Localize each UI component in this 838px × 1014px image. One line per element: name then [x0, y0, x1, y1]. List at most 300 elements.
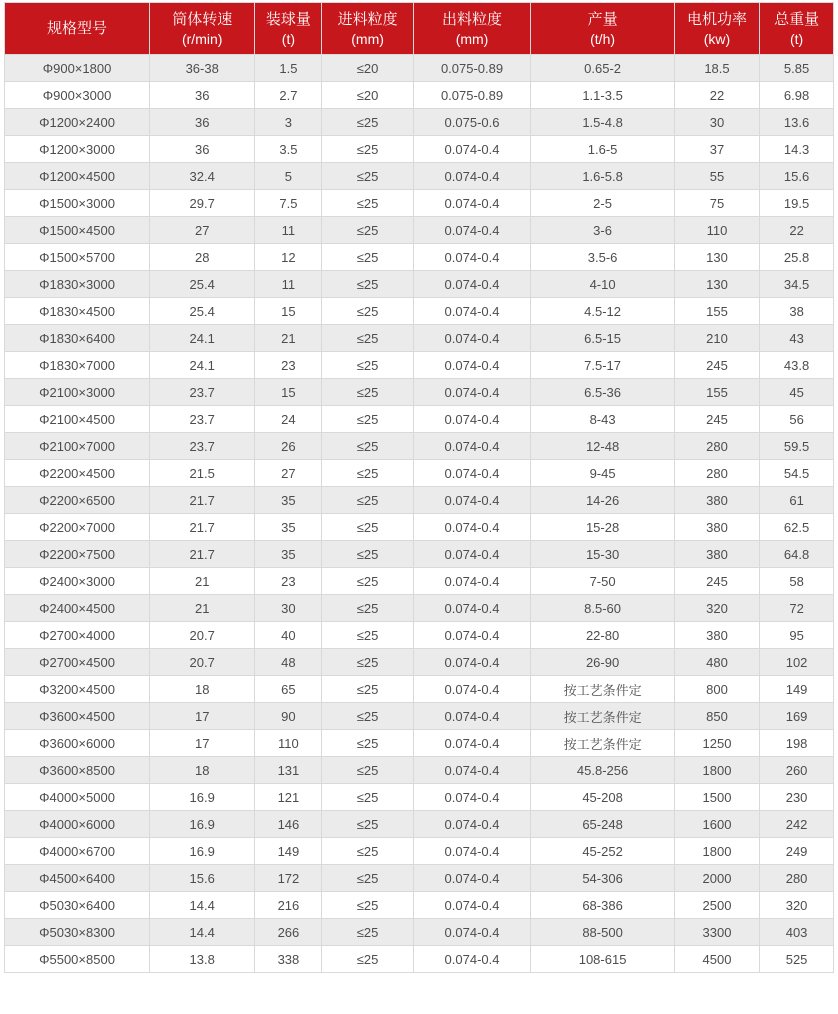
cell-motor-power: 1800: [674, 838, 759, 865]
table-header: [5, 3, 834, 55]
cell-discharge-size: 0.074-0.4: [413, 811, 531, 838]
cell-ball-load: 146: [255, 811, 322, 838]
header-label: 总重量: [774, 10, 820, 28]
cell-model: Φ1500×4500: [5, 217, 150, 244]
cell-model: Φ1500×3000: [5, 190, 150, 217]
cell-model: Φ2100×7000: [5, 433, 150, 460]
cell-motor-power: 110: [674, 217, 759, 244]
cell-ball-load: 110: [255, 730, 322, 757]
cell-capacity: 0.65-2: [531, 55, 674, 82]
cell-motor-power: 1600: [674, 811, 759, 838]
cell-total-weight: 525: [760, 946, 834, 973]
cell-motor-power: 2000: [674, 865, 759, 892]
cell-ball-load: 11: [255, 271, 322, 298]
cell-capacity: 65-248: [531, 811, 674, 838]
header-label: 电机功率: [686, 10, 747, 28]
cell-ball-load: 21: [255, 325, 322, 352]
cell-motor-power: 800: [674, 676, 759, 703]
cell-total-weight: 43: [760, 325, 834, 352]
cell-ball-load: 11: [255, 217, 322, 244]
table-row: [5, 217, 834, 244]
cell-cylinder-speed: 14.4: [150, 919, 255, 946]
cell-discharge-size: 0.074-0.4: [413, 946, 531, 973]
cell-ball-load: 30: [255, 595, 322, 622]
cell-cylinder-speed: 32.4: [150, 163, 255, 190]
cell-feed-size: ≤25: [322, 406, 413, 433]
cell-feed-size: ≤25: [322, 838, 413, 865]
cell-cylinder-speed: 21.7: [150, 514, 255, 541]
cell-ball-load: 266: [255, 919, 322, 946]
cell-discharge-size: 0.074-0.4: [413, 865, 531, 892]
cell-capacity: 45-252: [531, 838, 674, 865]
cell-capacity: 6.5-36: [531, 379, 674, 406]
cell-motor-power: 380: [674, 622, 759, 649]
cell-cylinder-speed: 25.4: [150, 271, 255, 298]
cell-total-weight: 242: [760, 811, 834, 838]
cell-capacity: 3.5-6: [531, 244, 674, 271]
table-row: [5, 487, 834, 514]
cell-feed-size: ≤25: [322, 136, 413, 163]
cell-feed-size: ≤25: [322, 649, 413, 676]
cell-cylinder-speed: 29.7: [150, 190, 255, 217]
cell-total-weight: 59.5: [760, 433, 834, 460]
cell-model: Φ2400×4500: [5, 595, 150, 622]
cell-feed-size: ≤25: [322, 163, 413, 190]
cell-ball-load: 338: [255, 946, 322, 973]
cell-feed-size: ≤25: [322, 946, 413, 973]
cell-capacity: 14-26: [531, 487, 674, 514]
cell-cylinder-speed: 24.1: [150, 352, 255, 379]
cell-capacity: 68-386: [531, 892, 674, 919]
table-row: [5, 298, 834, 325]
cell-motor-power: 1800: [674, 757, 759, 784]
cell-discharge-size: 0.074-0.4: [413, 271, 531, 298]
cell-model: Φ2200×7500: [5, 541, 150, 568]
cell-capacity: 7-50: [531, 568, 674, 595]
cell-cylinder-speed: 27: [150, 217, 255, 244]
cell-feed-size: ≤25: [322, 514, 413, 541]
cell-capacity: 4.5-12: [531, 298, 674, 325]
cell-feed-size: ≤25: [322, 379, 413, 406]
table-row: [5, 811, 834, 838]
cell-discharge-size: 0.074-0.4: [413, 190, 531, 217]
cell-ball-load: 2.7: [255, 82, 322, 109]
header-label: 进料粒度: [337, 10, 398, 28]
cell-model: Φ900×3000: [5, 82, 150, 109]
cell-feed-size: ≤20: [322, 82, 413, 109]
cell-capacity: 2-5: [531, 190, 674, 217]
table-row: [5, 865, 834, 892]
table-row: [5, 541, 834, 568]
cell-cylinder-speed: 14.4: [150, 892, 255, 919]
cell-total-weight: 45: [760, 379, 834, 406]
header-label: 规格型号: [47, 20, 108, 37]
cell-total-weight: 260: [760, 757, 834, 784]
cell-total-weight: 280: [760, 865, 834, 892]
cell-cylinder-speed: 36: [150, 82, 255, 109]
cell-feed-size: ≤25: [322, 541, 413, 568]
cell-cylinder-speed: 21: [150, 595, 255, 622]
header-unit: (mm): [455, 30, 489, 47]
cell-feed-size: ≤20: [322, 55, 413, 82]
cell-capacity: 3-6: [531, 217, 674, 244]
cell-motor-power: 380: [674, 514, 759, 541]
cell-discharge-size: 0.074-0.4: [413, 136, 531, 163]
cell-motor-power: 280: [674, 460, 759, 487]
table-row: [5, 649, 834, 676]
cell-motor-power: 30: [674, 109, 759, 136]
column-header-discharge-size: [413, 3, 531, 55]
cell-discharge-size: 0.074-0.4: [413, 703, 531, 730]
cell-ball-load: 15: [255, 298, 322, 325]
cell-total-weight: 22: [760, 217, 834, 244]
cell-model: Φ3200×4500: [5, 676, 150, 703]
cell-motor-power: 2500: [674, 892, 759, 919]
cell-total-weight: 34.5: [760, 271, 834, 298]
cell-discharge-size: 0.074-0.4: [413, 244, 531, 271]
cell-motor-power: 210: [674, 325, 759, 352]
cell-capacity: 108-615: [531, 946, 674, 973]
table-row: [5, 676, 834, 703]
cell-ball-load: 1.5: [255, 55, 322, 82]
cell-capacity: 8-43: [531, 406, 674, 433]
cell-feed-size: ≤25: [322, 271, 413, 298]
cell-total-weight: 54.5: [760, 460, 834, 487]
header-label: 出料粒度: [442, 10, 503, 28]
table-row: [5, 757, 834, 784]
table-row: [5, 136, 834, 163]
cell-model: Φ1200×4500: [5, 163, 150, 190]
cell-ball-load: 7.5: [255, 190, 322, 217]
cell-total-weight: 6.98: [760, 82, 834, 109]
cell-discharge-size: 0.075-0.6: [413, 109, 531, 136]
cell-feed-size: ≤25: [322, 622, 413, 649]
table-row: [5, 325, 834, 352]
column-header-feed-size: [322, 3, 413, 55]
cell-cylinder-speed: 24.1: [150, 325, 255, 352]
ball-mill-spec-table: [4, 2, 834, 973]
cell-cylinder-speed: 36-38: [150, 55, 255, 82]
header-unit: (r/min): [181, 30, 223, 47]
header-unit: (kw): [703, 30, 731, 47]
cell-model: Φ2100×4500: [5, 406, 150, 433]
table-row: [5, 892, 834, 919]
cell-cylinder-speed: 17: [150, 730, 255, 757]
cell-feed-size: ≤25: [322, 433, 413, 460]
cell-feed-size: ≤25: [322, 352, 413, 379]
table-row: [5, 190, 834, 217]
cell-total-weight: 249: [760, 838, 834, 865]
column-header-ball-load: [255, 3, 322, 55]
cell-motor-power: 75: [674, 190, 759, 217]
cell-feed-size: ≤25: [322, 919, 413, 946]
cell-model: Φ1200×2400: [5, 109, 150, 136]
cell-motor-power: 4500: [674, 946, 759, 973]
cell-cylinder-speed: 18: [150, 757, 255, 784]
table-row: [5, 406, 834, 433]
cell-discharge-size: 0.074-0.4: [413, 730, 531, 757]
cell-total-weight: 15.6: [760, 163, 834, 190]
cell-capacity: 6.5-15: [531, 325, 674, 352]
cell-cylinder-speed: 21: [150, 568, 255, 595]
cell-ball-load: 5: [255, 163, 322, 190]
cell-discharge-size: 0.074-0.4: [413, 568, 531, 595]
cell-cylinder-speed: 16.9: [150, 838, 255, 865]
table-row: [5, 730, 834, 757]
cell-motor-power: 55: [674, 163, 759, 190]
table-row: [5, 82, 834, 109]
cell-feed-size: ≤25: [322, 811, 413, 838]
cell-discharge-size: 0.074-0.4: [413, 622, 531, 649]
cell-motor-power: 155: [674, 298, 759, 325]
cell-discharge-size: 0.074-0.4: [413, 433, 531, 460]
cell-capacity: 45.8-256: [531, 757, 674, 784]
cell-total-weight: 56: [760, 406, 834, 433]
cell-model: Φ1830×6400: [5, 325, 150, 352]
cell-discharge-size: 0.074-0.4: [413, 379, 531, 406]
table-row: [5, 568, 834, 595]
cell-discharge-size: 0.075-0.89: [413, 55, 531, 82]
cell-discharge-size: 0.074-0.4: [413, 892, 531, 919]
cell-feed-size: ≤25: [322, 217, 413, 244]
cell-motor-power: 3300: [674, 919, 759, 946]
cell-feed-size: ≤25: [322, 190, 413, 217]
cell-discharge-size: 0.074-0.4: [413, 541, 531, 568]
cell-cylinder-speed: 17: [150, 703, 255, 730]
cell-feed-size: ≤25: [322, 784, 413, 811]
cell-discharge-size: 0.075-0.89: [413, 82, 531, 109]
cell-model: Φ4000×6000: [5, 811, 150, 838]
table-row: [5, 784, 834, 811]
cell-total-weight: 149: [760, 676, 834, 703]
cell-capacity: 8.5-60: [531, 595, 674, 622]
table-row: [5, 55, 834, 82]
cell-capacity: 1.6-5: [531, 136, 674, 163]
cell-model: Φ1200×3000: [5, 136, 150, 163]
cell-discharge-size: 0.074-0.4: [413, 649, 531, 676]
column-header-total-weight: [760, 3, 834, 55]
cell-model: Φ2700×4500: [5, 649, 150, 676]
cell-cylinder-speed: 21.7: [150, 541, 255, 568]
cell-total-weight: 62.5: [760, 514, 834, 541]
column-header-motor-power: [674, 3, 759, 55]
cell-model: Φ1830×4500: [5, 298, 150, 325]
cell-discharge-size: 0.074-0.4: [413, 487, 531, 514]
cell-ball-load: 216: [255, 892, 322, 919]
table-row: [5, 919, 834, 946]
cell-total-weight: 5.85: [760, 55, 834, 82]
cell-discharge-size: 0.074-0.4: [413, 352, 531, 379]
table-row: [5, 163, 834, 190]
cell-model: Φ4000×5000: [5, 784, 150, 811]
cell-capacity: 1.6-5.8: [531, 163, 674, 190]
table-row: [5, 460, 834, 487]
cell-motor-power: 18.5: [674, 55, 759, 82]
cell-model: Φ1830×3000: [5, 271, 150, 298]
cell-discharge-size: 0.074-0.4: [413, 298, 531, 325]
cell-model: Φ2100×3000: [5, 379, 150, 406]
cell-cylinder-speed: 16.9: [150, 784, 255, 811]
cell-ball-load: 23: [255, 568, 322, 595]
cell-total-weight: 14.3: [760, 136, 834, 163]
cell-total-weight: 61: [760, 487, 834, 514]
cell-ball-load: 172: [255, 865, 322, 892]
cell-ball-load: 35: [255, 541, 322, 568]
cell-feed-size: ≤25: [322, 703, 413, 730]
cell-motor-power: 37: [674, 136, 759, 163]
table-row: [5, 433, 834, 460]
cell-motor-power: 850: [674, 703, 759, 730]
cell-total-weight: 13.6: [760, 109, 834, 136]
cell-total-weight: 320: [760, 892, 834, 919]
cell-capacity: 88-500: [531, 919, 674, 946]
cell-ball-load: 149: [255, 838, 322, 865]
cell-motor-power: 380: [674, 541, 759, 568]
table-row: [5, 622, 834, 649]
cell-capacity: 1.1-3.5: [531, 82, 674, 109]
table-row: [5, 379, 834, 406]
cell-discharge-size: 0.074-0.4: [413, 460, 531, 487]
cell-model: Φ3600×4500: [5, 703, 150, 730]
column-header-model: [5, 3, 150, 55]
cell-feed-size: ≤25: [322, 325, 413, 352]
cell-ball-load: 12: [255, 244, 322, 271]
table-row: [5, 109, 834, 136]
cell-discharge-size: 0.074-0.4: [413, 757, 531, 784]
cell-discharge-size: 0.074-0.4: [413, 514, 531, 541]
cell-total-weight: 43.8: [760, 352, 834, 379]
cell-feed-size: ≤25: [322, 730, 413, 757]
column-header-cylinder-speed: [150, 3, 255, 55]
table-row: [5, 595, 834, 622]
table-body: [5, 55, 834, 973]
header-unit: (t/h): [590, 30, 616, 47]
cell-total-weight: 403: [760, 919, 834, 946]
cell-model: Φ5030×6400: [5, 892, 150, 919]
cell-feed-size: ≤25: [322, 676, 413, 703]
cell-feed-size: ≤25: [322, 865, 413, 892]
cell-model: Φ1830×7000: [5, 352, 150, 379]
cell-model: Φ4000×6700: [5, 838, 150, 865]
cell-cylinder-speed: 23.7: [150, 433, 255, 460]
cell-total-weight: 19.5: [760, 190, 834, 217]
cell-total-weight: 72: [760, 595, 834, 622]
cell-total-weight: 198: [760, 730, 834, 757]
cell-feed-size: ≤25: [322, 568, 413, 595]
cell-capacity: 45-208: [531, 784, 674, 811]
cell-total-weight: 25.8: [760, 244, 834, 271]
header-unit: (t): [281, 30, 296, 47]
cell-ball-load: 35: [255, 514, 322, 541]
cell-capacity: 7.5-17: [531, 352, 674, 379]
cell-total-weight: 64.8: [760, 541, 834, 568]
cell-model: Φ5030×8300: [5, 919, 150, 946]
cell-feed-size: ≤25: [322, 298, 413, 325]
cell-feed-size: ≤25: [322, 244, 413, 271]
cell-discharge-size: 0.074-0.4: [413, 595, 531, 622]
cell-capacity: 按工艺条件定: [531, 730, 674, 757]
cell-ball-load: 131: [255, 757, 322, 784]
cell-total-weight: 58: [760, 568, 834, 595]
cell-total-weight: 102: [760, 649, 834, 676]
table-row: [5, 352, 834, 379]
cell-model: Φ5500×8500: [5, 946, 150, 973]
cell-discharge-size: 0.074-0.4: [413, 676, 531, 703]
cell-model: Φ2200×4500: [5, 460, 150, 487]
cell-motor-power: 320: [674, 595, 759, 622]
cell-feed-size: ≤25: [322, 595, 413, 622]
cell-feed-size: ≤25: [322, 487, 413, 514]
cell-ball-load: 27: [255, 460, 322, 487]
cell-feed-size: ≤25: [322, 892, 413, 919]
column-header-capacity: [531, 3, 674, 55]
cell-total-weight: 169: [760, 703, 834, 730]
cell-ball-load: 48: [255, 649, 322, 676]
cell-motor-power: 130: [674, 271, 759, 298]
cell-capacity: 22-80: [531, 622, 674, 649]
cell-ball-load: 3.5: [255, 136, 322, 163]
cell-total-weight: 230: [760, 784, 834, 811]
header-label: 筒体转速: [172, 10, 233, 28]
cell-model: Φ2400×3000: [5, 568, 150, 595]
cell-model: Φ1500×5700: [5, 244, 150, 271]
cell-motor-power: 130: [674, 244, 759, 271]
cell-cylinder-speed: 21.7: [150, 487, 255, 514]
cell-ball-load: 3: [255, 109, 322, 136]
cell-model: Φ2200×7000: [5, 514, 150, 541]
cell-motor-power: 280: [674, 433, 759, 460]
cell-capacity: 按工艺条件定: [531, 703, 674, 730]
header-unit: (t): [789, 30, 804, 47]
table-row: [5, 271, 834, 298]
cell-discharge-size: 0.074-0.4: [413, 217, 531, 244]
table-row: [5, 244, 834, 271]
cell-discharge-size: 0.074-0.4: [413, 325, 531, 352]
cell-capacity: 26-90: [531, 649, 674, 676]
cell-cylinder-speed: 13.8: [150, 946, 255, 973]
cell-cylinder-speed: 36: [150, 109, 255, 136]
cell-feed-size: ≤25: [322, 109, 413, 136]
cell-capacity: 12-48: [531, 433, 674, 460]
cell-cylinder-speed: 15.6: [150, 865, 255, 892]
cell-ball-load: 35: [255, 487, 322, 514]
table-row: [5, 703, 834, 730]
cell-ball-load: 26: [255, 433, 322, 460]
cell-ball-load: 65: [255, 676, 322, 703]
cell-cylinder-speed: 16.9: [150, 811, 255, 838]
cell-capacity: 按工艺条件定: [531, 676, 674, 703]
cell-capacity: 15-30: [531, 541, 674, 568]
cell-cylinder-speed: 18: [150, 676, 255, 703]
cell-discharge-size: 0.074-0.4: [413, 406, 531, 433]
cell-ball-load: 24: [255, 406, 322, 433]
header-unit: (mm): [351, 30, 384, 47]
cell-capacity: 1.5-4.8: [531, 109, 674, 136]
cell-ball-load: 23: [255, 352, 322, 379]
cell-cylinder-speed: 28: [150, 244, 255, 271]
cell-cylinder-speed: 20.7: [150, 649, 255, 676]
cell-feed-size: ≤25: [322, 757, 413, 784]
cell-cylinder-speed: 23.7: [150, 379, 255, 406]
cell-cylinder-speed: 25.4: [150, 298, 255, 325]
cell-cylinder-speed: 21.5: [150, 460, 255, 487]
cell-discharge-size: 0.074-0.4: [413, 784, 531, 811]
cell-capacity: 15-28: [531, 514, 674, 541]
header-row: [5, 3, 834, 55]
cell-discharge-size: 0.074-0.4: [413, 163, 531, 190]
cell-motor-power: 480: [674, 649, 759, 676]
cell-motor-power: 1250: [674, 730, 759, 757]
